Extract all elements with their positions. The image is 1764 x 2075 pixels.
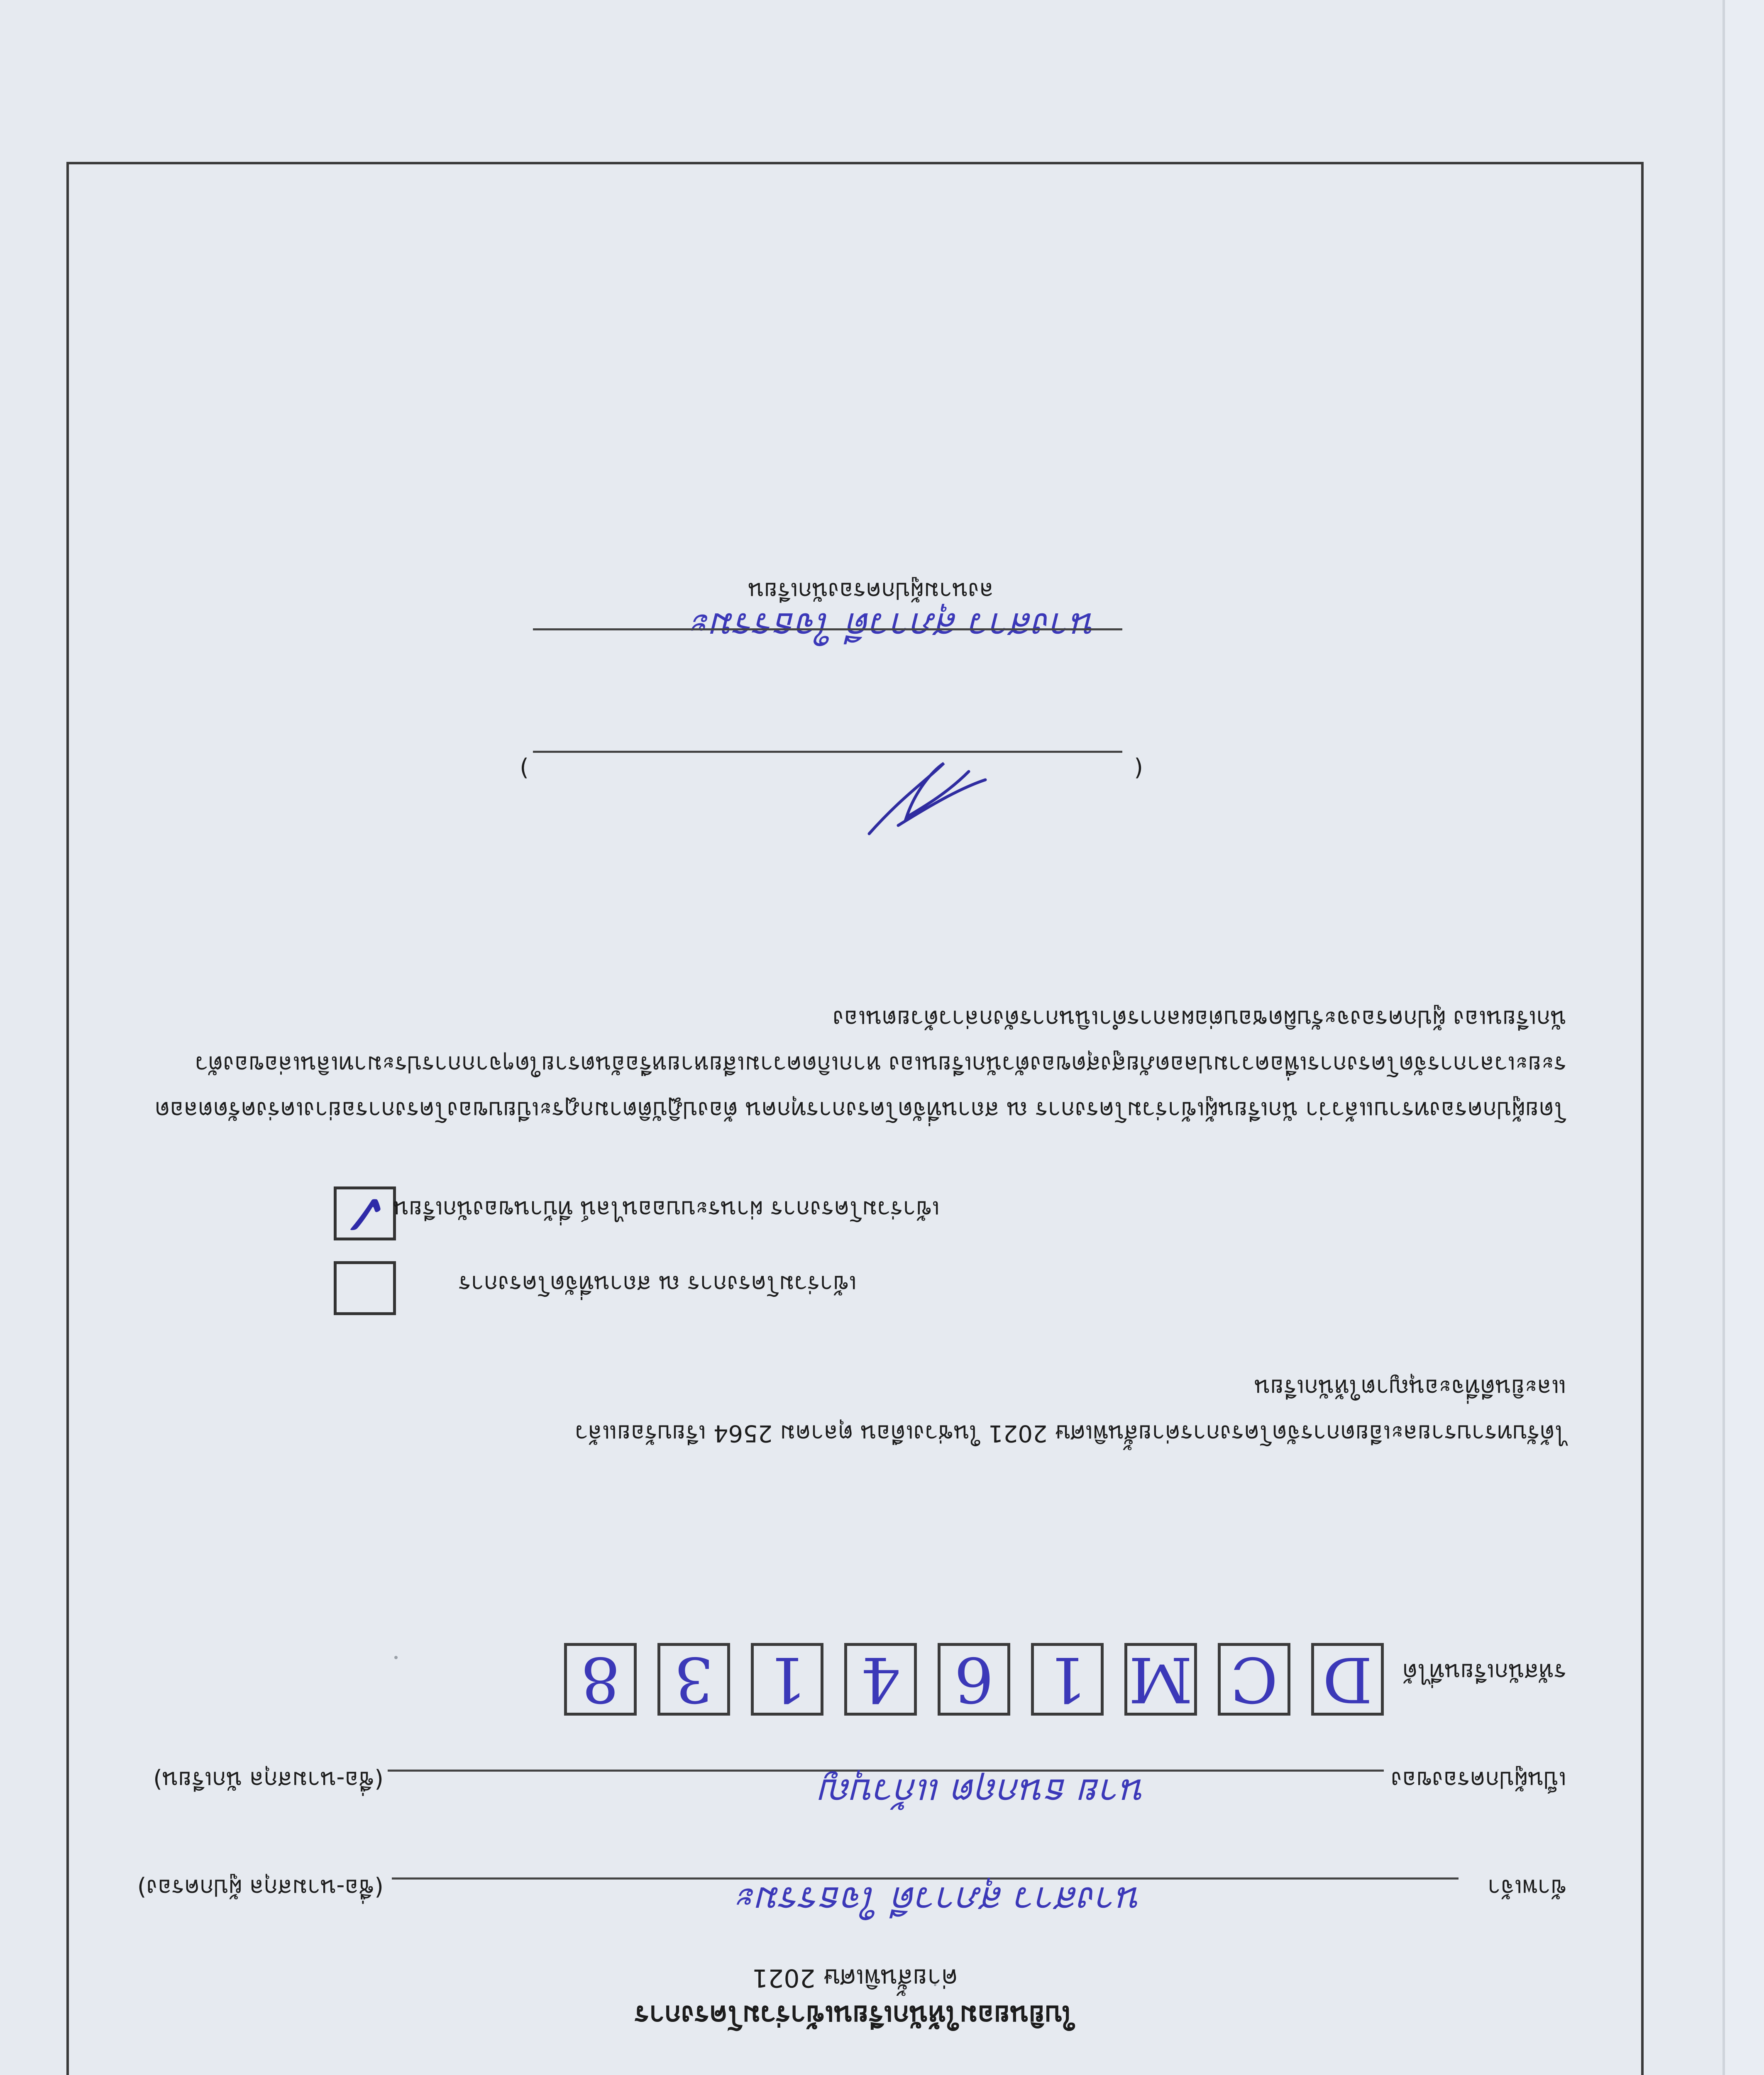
consent-form	[66, 162, 1644, 2075]
option-online-label: เข้าร่วมโครงการ ผ่านระบบออนไลน์ ที่บ้านของนักเรียน	[393, 1196, 940, 1223]
code-box: 3	[657, 1643, 730, 1716]
code-label: รหัสนักเรียนที่ได้	[1402, 1658, 1566, 1685]
option-onsite-label: เข้าร่วมโครงการ ณ สถานที่จัดโครงการ	[458, 1270, 857, 1297]
code-box: M	[1124, 1643, 1197, 1716]
parent-name-handwritten: นางสาว สุภาวดี ใจธรรมะ	[738, 1879, 1143, 1921]
code-box: D	[1311, 1643, 1384, 1716]
student-hint: (ชื่อ-นามสกุล นักเรียน)	[153, 1766, 384, 1793]
code-box: 6	[938, 1643, 1010, 1716]
student-name-handwritten: นาย ธนกฤต แก้วบุญ	[821, 1771, 1147, 1814]
signature-scribble	[861, 751, 994, 842]
code-box: 1	[1031, 1643, 1104, 1716]
code-box: 4	[844, 1643, 917, 1716]
code-box: 1	[751, 1643, 823, 1716]
student-code-boxes	[564, 1643, 1384, 1716]
statement-line2: และยินดีที่จะอนุญาตให้นักเรียน	[1254, 1374, 1566, 1401]
name-line	[533, 628, 1122, 630]
sig-paren-close: )	[520, 755, 529, 782]
statement-line1: ได้รับทราบรายละเอียดการจัดโครงการค่ายสั้นพิเศษ 2021 ในช่วงเดือน ตุลาคม 2564 เรียบร้อยแล้ว	[575, 1420, 1566, 1447]
parent-label: ข้าพเจ้า	[1487, 1874, 1566, 1901]
code-box: C	[1218, 1643, 1290, 1716]
sig-paren-open: (	[1134, 755, 1143, 782]
form-title: ใบยินยอมให้นักเรียนเข้าร่วมโครงการ	[634, 1999, 1076, 2031]
option-onsite-checkbox[interactable]	[334, 1261, 396, 1315]
signer-role: ลงนามผู้ปกครองนักเรียน	[748, 577, 994, 604]
form-subtitle: ค่ายสั้นพิเศษ 2021	[752, 1963, 958, 1992]
consent-paragraph: โดยผู้ปกครองทราบแล้วว่า นักเรียนผู้เข้าร่วมโครงการ ณ สถานที่จัดโครงการทุกคน ต้องปฏิบัติตามกฎระเบียบของโครงการอย่างเคร่งครัดตลอดระยะเวลาการจัดโครงการเพื่อความปลอดภัยสูงสุดของตัวนักเรียนเอง หากเกิดความเสียหายหรืออันตรายใดๆจากการประมาทเลินเล่อของตัวนักเรียนเอง ผู้ปกครองจะรับผิดชอบต่อผลการดำเนินการดังกล่าวด้วยตนเอง	[154, 1005, 1566, 1123]
guardian-label: เป็นผู้ปกครองของ	[1390, 1766, 1566, 1793]
checkmark-icon: ✓	[340, 1179, 389, 1247]
signer-name-handwritten: นางสาว สุภาวดี ใจธรรมะ	[692, 605, 1097, 647]
signature-line	[533, 751, 1122, 753]
parent-hint: (ชื่อ-นามสกุล ผู้ปกครอง)	[137, 1874, 384, 1901]
code-box: 8	[564, 1643, 637, 1716]
option-online-checkbox[interactable]	[334, 1179, 396, 1247]
